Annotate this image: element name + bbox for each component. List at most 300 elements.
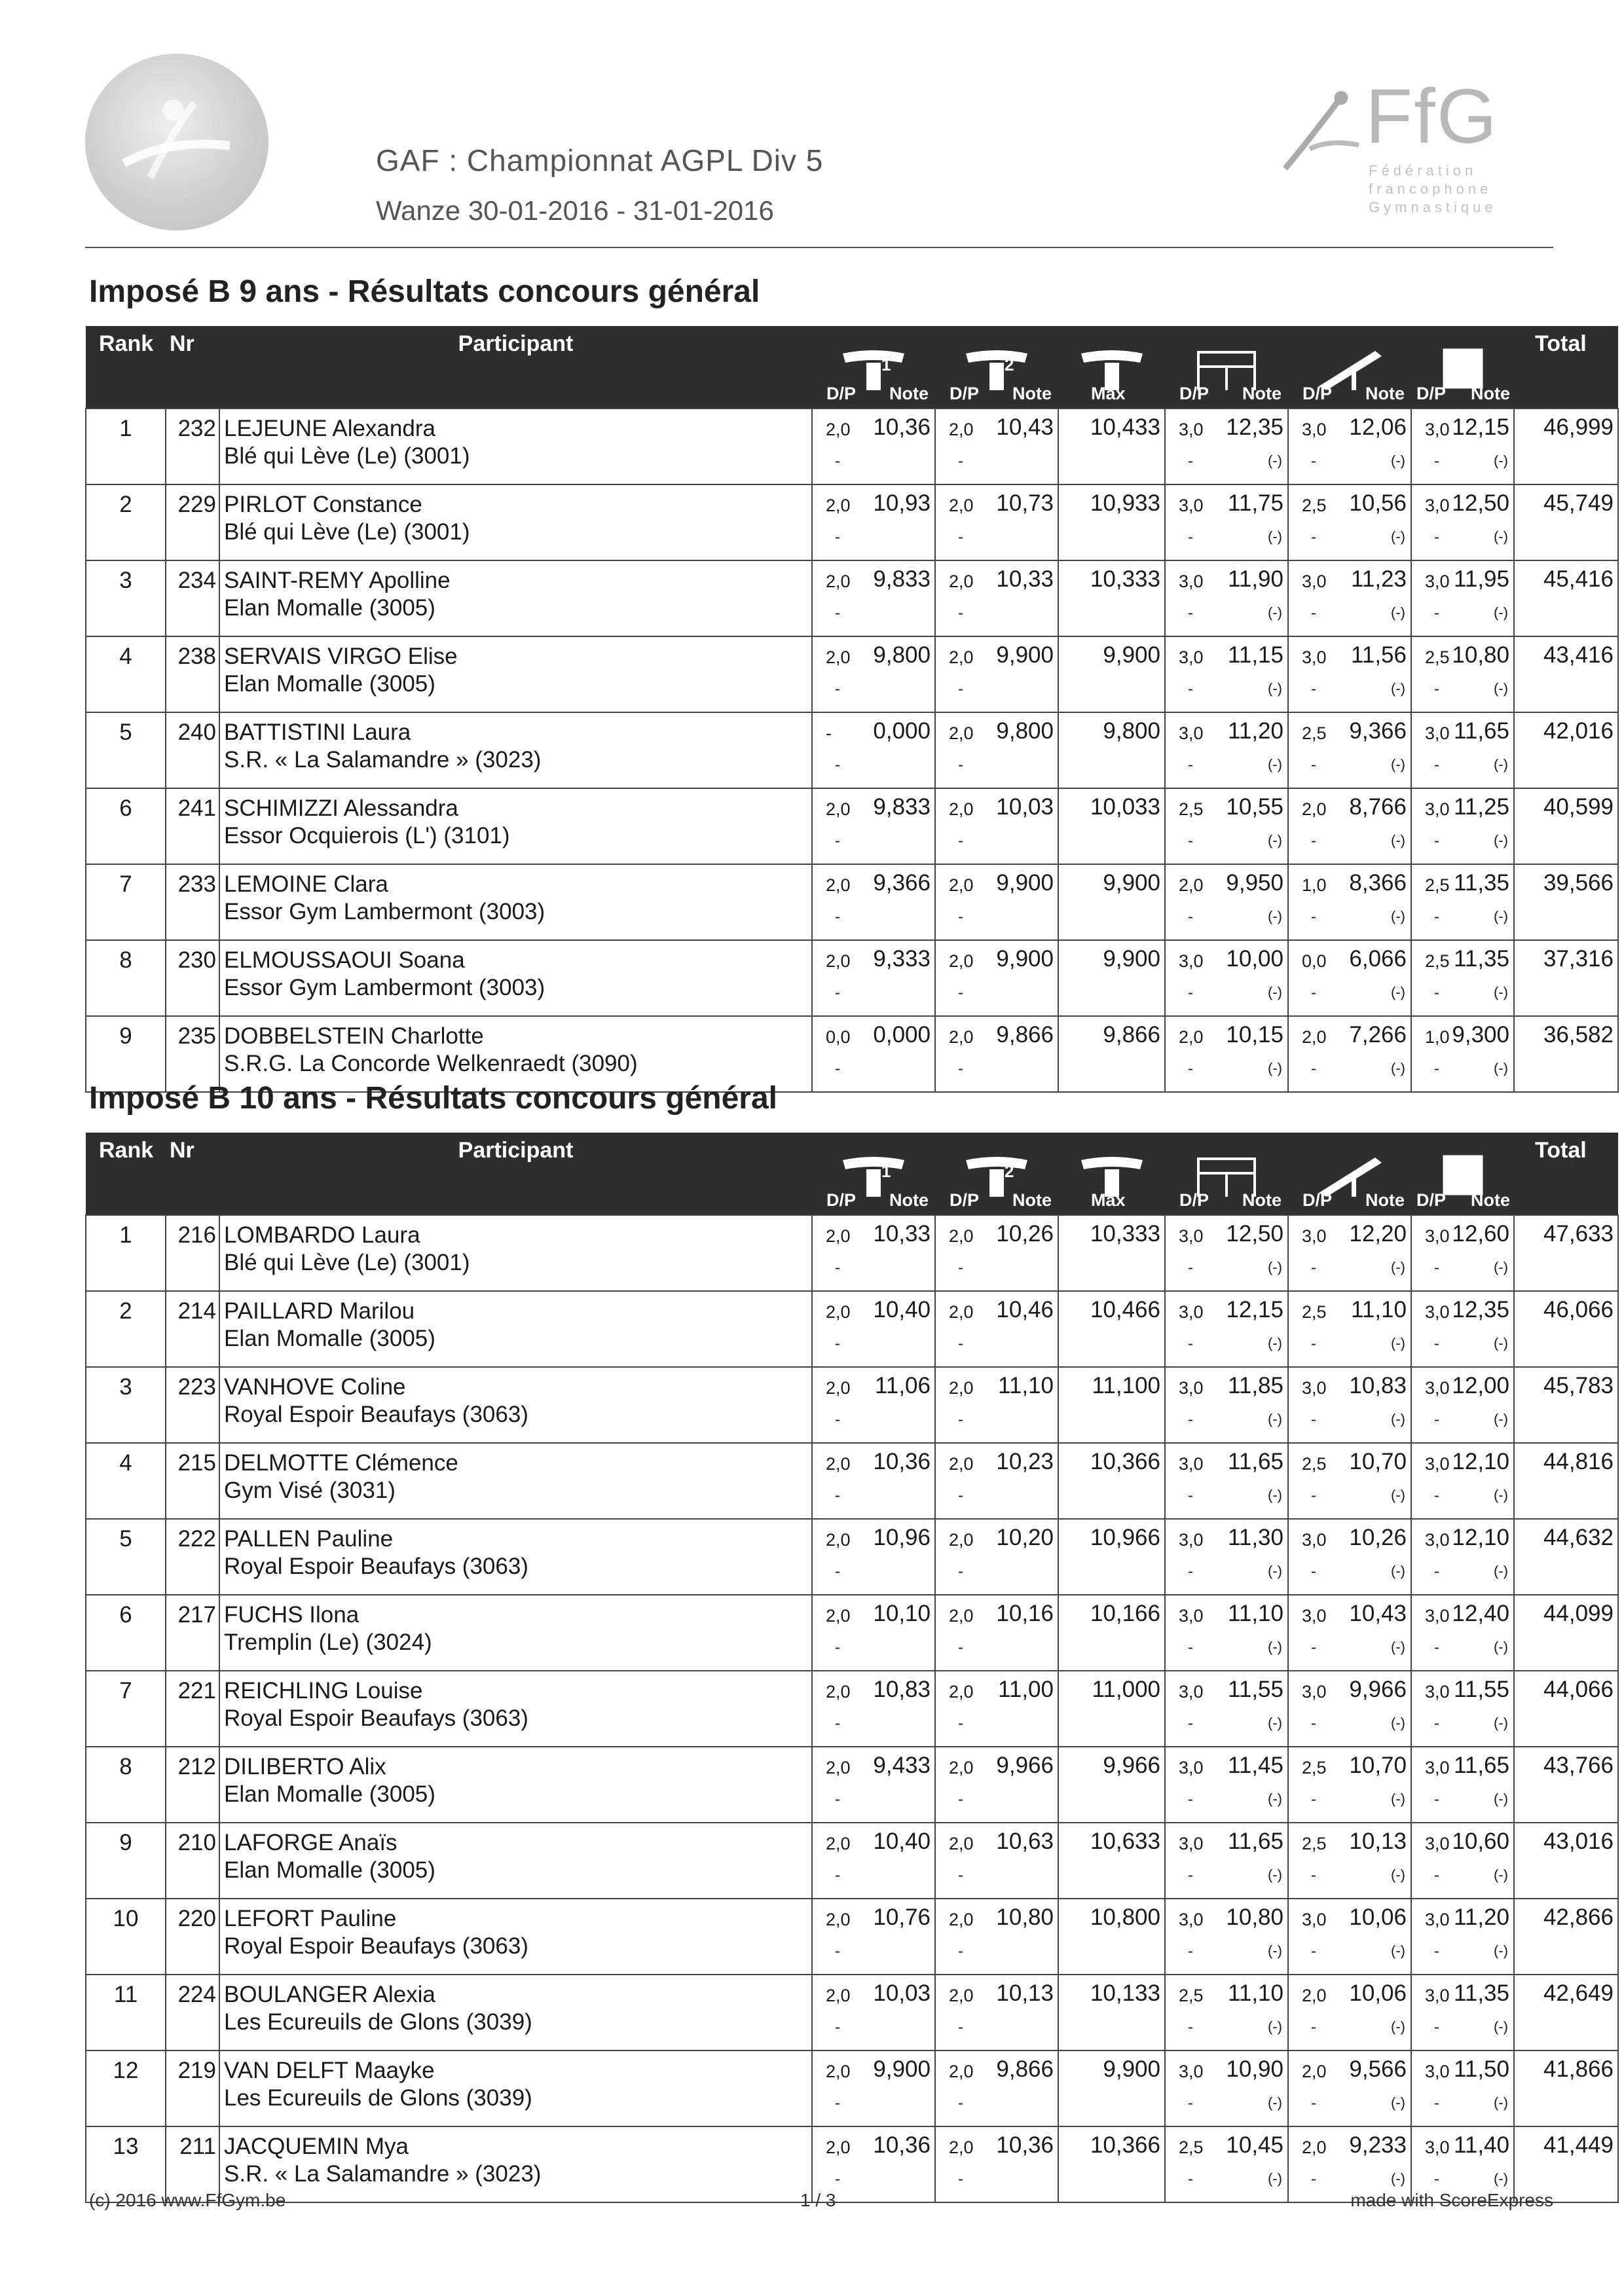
note-value: 10,26 [996, 1221, 1054, 1247]
nr-cell: 210 [166, 1823, 219, 1899]
floor-cell [1411, 864, 1514, 940]
beam-cell [1288, 940, 1411, 1016]
table-row [86, 2050, 1618, 2126]
dash-mark: - [835, 1259, 840, 1277]
note-value: 10,56 [1349, 490, 1407, 516]
dash-mark: - [1434, 2094, 1439, 2112]
dash-mark: - [1188, 680, 1193, 698]
dash-mark: - [958, 1259, 963, 1277]
dash-mark: - [1188, 1563, 1193, 1580]
max-value: 10,366 [1090, 2132, 1160, 2158]
vault-max-cell [1058, 1595, 1165, 1671]
floor-cell [1411, 1975, 1514, 2050]
dp-value: 3,0 [1179, 1454, 1204, 1474]
nr-cell: 214 [166, 1291, 219, 1367]
dp-value: 2,0 [826, 951, 851, 971]
note-value: 9,900 [996, 642, 1054, 668]
vault-max-cell [1058, 2050, 1165, 2126]
vault2-cell [935, 1671, 1058, 1747]
dash-mark: - [1188, 1867, 1193, 1884]
participant-cell [219, 1519, 812, 1595]
penalty-mark: (-) [1268, 908, 1282, 924]
total-value: 41,866 [1543, 2056, 1614, 2082]
dash-mark: - [1311, 832, 1316, 850]
penalty-mark: (-) [1391, 908, 1405, 924]
vault2-cell [935, 1519, 1058, 1595]
table-row [86, 1443, 1618, 1519]
rank-cell: 4 [86, 636, 166, 712]
beam-cell [1288, 1595, 1411, 1671]
column-header-vault-2: 2 D/P Note [935, 326, 1058, 409]
dash-mark: - [835, 1411, 840, 1429]
note-value: 11,30 [1228, 1525, 1283, 1550]
rank-cell: 8 [86, 940, 166, 1016]
total-value: 39,566 [1543, 870, 1614, 896]
dp-value: 3,0 [1425, 1530, 1450, 1550]
floor-cell [1411, 484, 1514, 560]
penalty-mark: (-) [1494, 2094, 1508, 2111]
bars-cell [1165, 1671, 1288, 1747]
vault1-cell [812, 2050, 935, 2126]
penalty-mark: (-) [1268, 756, 1282, 773]
dp-value: 2,0 [949, 2138, 974, 2157]
dash-mark: - [835, 1060, 840, 1078]
beam-cell [1288, 1823, 1411, 1899]
note-value: 10,73 [996, 490, 1054, 516]
note-value: 11,35 [1454, 870, 1509, 896]
dp-value: 2,0 [1179, 1027, 1204, 1047]
note-value: 11,65 [1454, 718, 1509, 744]
dash-mark: - [1434, 1411, 1439, 1429]
dp-value: 2,0 [949, 1986, 974, 2005]
participant-name: PALLEN Pauline [224, 1526, 394, 1552]
nr-cell: 240 [166, 712, 219, 788]
dp-value: 3,0 [1179, 1378, 1204, 1398]
max-value: 10,466 [1090, 1297, 1160, 1322]
vault2-cell [935, 1747, 1058, 1823]
floor-cell [1411, 1823, 1514, 1899]
table-row [86, 1747, 1618, 1823]
note-value: 11,10 [1351, 1297, 1407, 1322]
penalty-mark: (-) [1391, 1411, 1405, 1427]
dp-value: 3,0 [1425, 1226, 1450, 1246]
dash-mark: - [835, 1563, 840, 1580]
gymnast-logo-icon [85, 54, 268, 230]
max-value: 10,433 [1090, 414, 1160, 440]
note-value: 9,833 [873, 566, 931, 592]
table-row [86, 1595, 1618, 1671]
max-value: 9,900 [1103, 946, 1160, 972]
note-value: 9,800 [873, 642, 931, 668]
dash-mark: - [958, 1060, 963, 1078]
nr-cell: 211 [166, 2126, 219, 2202]
nr-cell: 217 [166, 1595, 219, 1671]
dp-value: 3,0 [1179, 951, 1204, 971]
vault-max-cell [1058, 940, 1165, 1016]
vault-max-cell [1058, 1975, 1165, 2050]
vault-max-cell [1058, 560, 1165, 636]
dash-mark: - [958, 984, 963, 1002]
dp-value: 3,0 [1179, 1302, 1204, 1322]
beam-cell [1288, 1215, 1411, 1291]
dash-mark: - [835, 2094, 840, 2112]
participant-name: DELMOTTE Clémence [224, 1450, 458, 1476]
table-row [86, 712, 1618, 788]
bars-cell [1165, 864, 1288, 940]
dp-value: 2,0 [826, 1454, 851, 1474]
penalty-mark: (-) [1494, 1791, 1508, 1807]
participant-name: SAINT-REMY Apolline [224, 568, 451, 593]
note-value: 10,03 [996, 794, 1054, 820]
note-value: 10,40 [873, 1829, 931, 1854]
vault-max-cell [1058, 2126, 1165, 2202]
participant-club: Royal Espoir Beaufays (3063) [224, 1554, 528, 1579]
nr-cell: 221 [166, 1671, 219, 1747]
table-row [86, 636, 1618, 712]
dash-mark: - [1434, 604, 1439, 622]
federation-logo [1270, 72, 1506, 223]
bars-cell [1165, 484, 1288, 560]
note-value: 11,06 [875, 1373, 931, 1398]
note-value: 10,70 [1349, 1449, 1407, 1474]
note-value: 9,433 [873, 1753, 931, 1778]
vault2-cell [935, 2126, 1058, 2202]
column-header-rank: Rank [86, 1133, 166, 1215]
note-value: 11,90 [1228, 566, 1283, 592]
dp-value: 2,0 [949, 1758, 974, 1777]
federation-gymnast-icon [1270, 79, 1369, 190]
dash-mark: - [835, 2018, 840, 2036]
note-value: 10,13 [1349, 1829, 1407, 1854]
total-value: 45,749 [1543, 490, 1614, 516]
total-cell [1514, 2050, 1618, 2126]
beam-cell [1288, 864, 1411, 940]
nr-cell: 216 [166, 1215, 219, 1291]
table-row [86, 1823, 1618, 1899]
rank-cell: 6 [86, 1595, 166, 1671]
dp-value: 3,0 [1425, 1606, 1450, 1626]
total-cell [1514, 864, 1618, 940]
dp-value: 2,5 [1302, 723, 1327, 743]
table-row [86, 1899, 1618, 1975]
note-value: 11,15 [1228, 642, 1283, 668]
note-value: 11,10 [998, 1373, 1054, 1398]
max-value: 9,800 [1103, 718, 1160, 744]
vault1-cell [812, 712, 935, 788]
dp-value: 2,0 [826, 1834, 851, 1853]
total-cell [1514, 1595, 1618, 1671]
dash-mark: - [958, 2094, 963, 2112]
rank-cell: 5 [86, 1519, 166, 1595]
bars-cell [1165, 560, 1288, 636]
participant-name: FUCHS Ilona [224, 1602, 360, 1628]
total-cell [1514, 940, 1618, 1016]
bars-cell [1165, 1823, 1288, 1899]
note-value: 10,43 [1349, 1601, 1407, 1626]
dp-value: 2,0 [949, 420, 974, 439]
column-header-participant: Participant [219, 1133, 812, 1215]
dp-value: 2,0 [949, 1302, 974, 1322]
note-value: 8,366 [1349, 870, 1407, 896]
note-value: 11,20 [1454, 1904, 1509, 1930]
penalty-mark: (-) [1494, 908, 1508, 924]
dp-value: 2,0 [826, 2138, 851, 2157]
penalty-mark: (-) [1494, 2170, 1508, 2187]
vault-max-cell [1058, 1215, 1165, 1291]
penalty-mark: (-) [1494, 1060, 1508, 1076]
rank-cell: 1 [86, 1215, 166, 1291]
vault2-cell [935, 1215, 1058, 1291]
penalty-mark: (-) [1268, 2094, 1282, 2111]
dp-value: 2,0 [826, 1378, 851, 1398]
dash-mark: - [1311, 1563, 1316, 1580]
nr-cell: 220 [166, 1899, 219, 1975]
dash-mark: - [1434, 1487, 1439, 1504]
penalty-mark: (-) [1268, 2018, 1282, 2035]
penalty-mark: (-) [1494, 984, 1508, 1000]
penalty-mark: (-) [1391, 1791, 1405, 1807]
dp-value: 3,0 [1425, 1758, 1450, 1777]
column-header-vault-1: 1 D/P Note [812, 326, 935, 409]
dp-value: 2,5 [1302, 1758, 1327, 1777]
participant-cell [219, 864, 812, 940]
max-value: 11,100 [1092, 1373, 1160, 1398]
rank-cell: 11 [86, 1975, 166, 2050]
dash-mark: - [1188, 1060, 1193, 1078]
total-cell [1514, 712, 1618, 788]
participant-cell [219, 484, 812, 560]
dp-value: 2,0 [826, 1910, 851, 1929]
vault1-cell [812, 1016, 935, 1092]
rank-cell: 5 [86, 712, 166, 788]
note-value: 8,766 [1349, 794, 1407, 820]
dp-value: 2,0 [949, 1454, 974, 1474]
note-value: 10,43 [996, 414, 1054, 440]
note-value: 12,50 [1452, 490, 1509, 516]
dp-value: 2,0 [949, 1910, 974, 1929]
participant-cell [219, 1671, 812, 1747]
dash-mark: - [958, 1487, 963, 1504]
dp-value: 2,0 [826, 647, 851, 667]
note-value: 9,800 [996, 718, 1054, 744]
rank-cell: 12 [86, 2050, 166, 2126]
dash-mark: - [1188, 2018, 1193, 2036]
dash-mark: - [958, 452, 963, 470]
dash-mark: - [1434, 1335, 1439, 1353]
nr-cell: 241 [166, 788, 219, 864]
dp-value: 3,0 [1425, 1986, 1450, 2005]
column-header-nr: Nr [166, 326, 219, 409]
penalty-mark: (-) [1268, 528, 1282, 545]
vault-max-cell [1058, 1291, 1165, 1367]
total-cell [1514, 1016, 1618, 1092]
max-value: 9,866 [1103, 1022, 1160, 1048]
vault1-cell [812, 1975, 935, 2050]
participant-cell [219, 409, 812, 484]
participant-club: Tremplin (Le) (3024) [224, 1630, 432, 1655]
dash-mark: - [835, 1867, 840, 1884]
dp-value: 3,0 [1179, 1682, 1204, 1702]
dp-value: 3,0 [1302, 420, 1327, 439]
note-value: 9,966 [996, 1753, 1054, 1778]
note-value: 12,15 [1226, 1297, 1283, 1322]
dp-value: 3,0 [1425, 1910, 1450, 1929]
table-row [86, 1519, 1618, 1595]
participant-club: Royal Espoir Beaufays (3063) [224, 1705, 528, 1731]
penalty-mark: (-) [1391, 1563, 1405, 1579]
dash-mark: - [1188, 1639, 1193, 1656]
floor-cell [1411, 409, 1514, 484]
dp-value: 3,0 [1179, 1226, 1204, 1246]
dp-value: 2,0 [826, 1606, 851, 1626]
note-value: 9,233 [1349, 2132, 1407, 2158]
dp-value: 3,0 [1179, 647, 1204, 667]
column-header-beam: D/P Note [1288, 1133, 1411, 1215]
vault-max-cell [1058, 1747, 1165, 1823]
dash-mark: - [958, 1791, 963, 1808]
bars-cell [1165, 1367, 1288, 1443]
vault2-cell [935, 1016, 1058, 1092]
dash-mark: - [835, 984, 840, 1002]
note-value: 10,45 [1226, 2132, 1283, 2158]
penalty-mark: (-) [1391, 984, 1405, 1000]
dp-value: 3,0 [1179, 420, 1204, 439]
footer-copyright: (c) 2016 www.FfGym.be [89, 2190, 286, 2210]
vault2-cell [935, 864, 1058, 940]
note-value: 9,966 [1349, 1677, 1407, 1702]
penalty-mark: (-) [1494, 1259, 1508, 1275]
federation-line-1: Fédération [1369, 162, 1477, 179]
max-value: 11,000 [1092, 1677, 1160, 1702]
dash-mark: - [835, 1487, 840, 1504]
dash-mark: - [1311, 1791, 1316, 1808]
participant-name: PAILLARD Marilou [224, 1298, 415, 1324]
dp-value: 2,0 [826, 1758, 851, 1777]
penalty-mark: (-) [1391, 1942, 1405, 1959]
max-value: 10,800 [1090, 1904, 1160, 1930]
column-header-vault-max: Max [1058, 1133, 1165, 1215]
dp-value: 2,0 [826, 1530, 851, 1550]
participant-club: Blé qui Lève (Le) (3001) [224, 1250, 470, 1275]
dash-mark: - [958, 1867, 963, 1884]
dash-mark: - [835, 832, 840, 850]
dash-mark: - [1311, 1411, 1316, 1429]
note-value: 11,35 [1454, 1980, 1509, 2006]
dash-mark: - [835, 680, 840, 698]
note-value: 10,36 [873, 1449, 931, 1474]
nr-cell: 223 [166, 1367, 219, 1443]
dash-mark: - [1311, 452, 1316, 470]
vault1-cell [812, 1899, 935, 1975]
penalty-mark: (-) [1494, 1867, 1508, 1883]
vault2-cell [935, 484, 1058, 560]
dp-value: 3,0 [1179, 1910, 1204, 1929]
note-value: 7,266 [1349, 1022, 1407, 1048]
dash-mark: - [835, 1715, 840, 1732]
note-value: 10,23 [996, 1449, 1054, 1474]
vault1-cell [812, 1291, 935, 1367]
vault2-cell [935, 788, 1058, 864]
vault2-cell [935, 560, 1058, 636]
dash-mark: - [1434, 452, 1439, 470]
total-value: 36,582 [1543, 1022, 1614, 1048]
table-row [86, 1291, 1618, 1367]
beam-cell [1288, 2050, 1411, 2126]
bars-cell [1165, 1443, 1288, 1519]
column-header-vault-1: 1 D/P Note [812, 1133, 935, 1215]
bars-cell [1165, 636, 1288, 712]
penalty-mark: (-) [1268, 1942, 1282, 1959]
nr-cell: 215 [166, 1443, 219, 1519]
dp-value: 2,0 [1179, 875, 1204, 895]
participant-club: Elan Momalle (3005) [224, 1857, 435, 1883]
dp-value: 2,0 [949, 1226, 974, 1246]
total-value: 43,766 [1543, 1753, 1614, 1778]
note-value: 10,83 [1349, 1373, 1407, 1398]
note-value: 9,300 [1452, 1022, 1509, 1048]
participant-club: Royal Espoir Beaufays (3063) [224, 1402, 528, 1427]
note-value: 10,36 [873, 414, 931, 440]
penalty-mark: (-) [1268, 1060, 1282, 1076]
note-value: 11,85 [1228, 1373, 1283, 1398]
participant-cell [219, 1823, 812, 1899]
total-cell [1514, 1367, 1618, 1443]
rank-cell: 6 [86, 788, 166, 864]
dp-value: 3,0 [1302, 1530, 1327, 1550]
participant-club: Gym Visé (3031) [224, 1478, 396, 1503]
dash-mark: - [958, 528, 963, 546]
max-value: 10,333 [1090, 566, 1160, 592]
note-value: 10,60 [1452, 1829, 1509, 1854]
dash-mark: - [1311, 2170, 1316, 2188]
column-header-nr: Nr [166, 1133, 219, 1215]
penalty-mark: (-) [1268, 680, 1282, 697]
table-row [86, 940, 1618, 1016]
nr-cell: 224 [166, 1975, 219, 2050]
dp-value: 3,0 [1179, 1834, 1204, 1853]
penalty-mark: (-) [1494, 604, 1508, 621]
participant-club: S.R. « La Salamandre » (3023) [224, 747, 542, 773]
dash-mark: - [958, 908, 963, 926]
dash-mark: - [1434, 1060, 1439, 1078]
dp-value: 3,0 [1425, 1454, 1450, 1474]
dp-value: 2,5 [1425, 875, 1450, 895]
dp-value: 2,0 [1302, 1986, 1327, 2005]
column-header-rank: Rank [86, 326, 166, 409]
floor-cell [1411, 1519, 1514, 1595]
table-row [86, 1975, 1618, 2050]
dash-mark: - [1311, 908, 1316, 926]
penalty-mark: (-) [1268, 1259, 1282, 1275]
dash-mark: - [1434, 1867, 1439, 1884]
beam-cell [1288, 484, 1411, 560]
column-header-vault-2: 2 D/P Note [935, 1133, 1058, 1215]
vault2-cell [935, 1899, 1058, 1975]
dash-mark: - [1188, 604, 1193, 622]
penalty-mark: (-) [1268, 452, 1282, 469]
beam-cell [1288, 636, 1411, 712]
vault2-cell [935, 1291, 1058, 1367]
note-value: 10,26 [1349, 1525, 1407, 1550]
max-value: 9,900 [1103, 642, 1160, 668]
participant-cell [219, 1443, 812, 1519]
participant-club: S.R. « La Salamandre » (3023) [224, 2161, 542, 2187]
participant-name: ELMOUSSAOUI Soana [224, 947, 465, 973]
max-value: 10,966 [1090, 1525, 1160, 1550]
column-header-total: Total [1514, 1133, 1618, 1215]
dash-mark: - [958, 1639, 963, 1656]
table-header-row [86, 326, 1618, 409]
